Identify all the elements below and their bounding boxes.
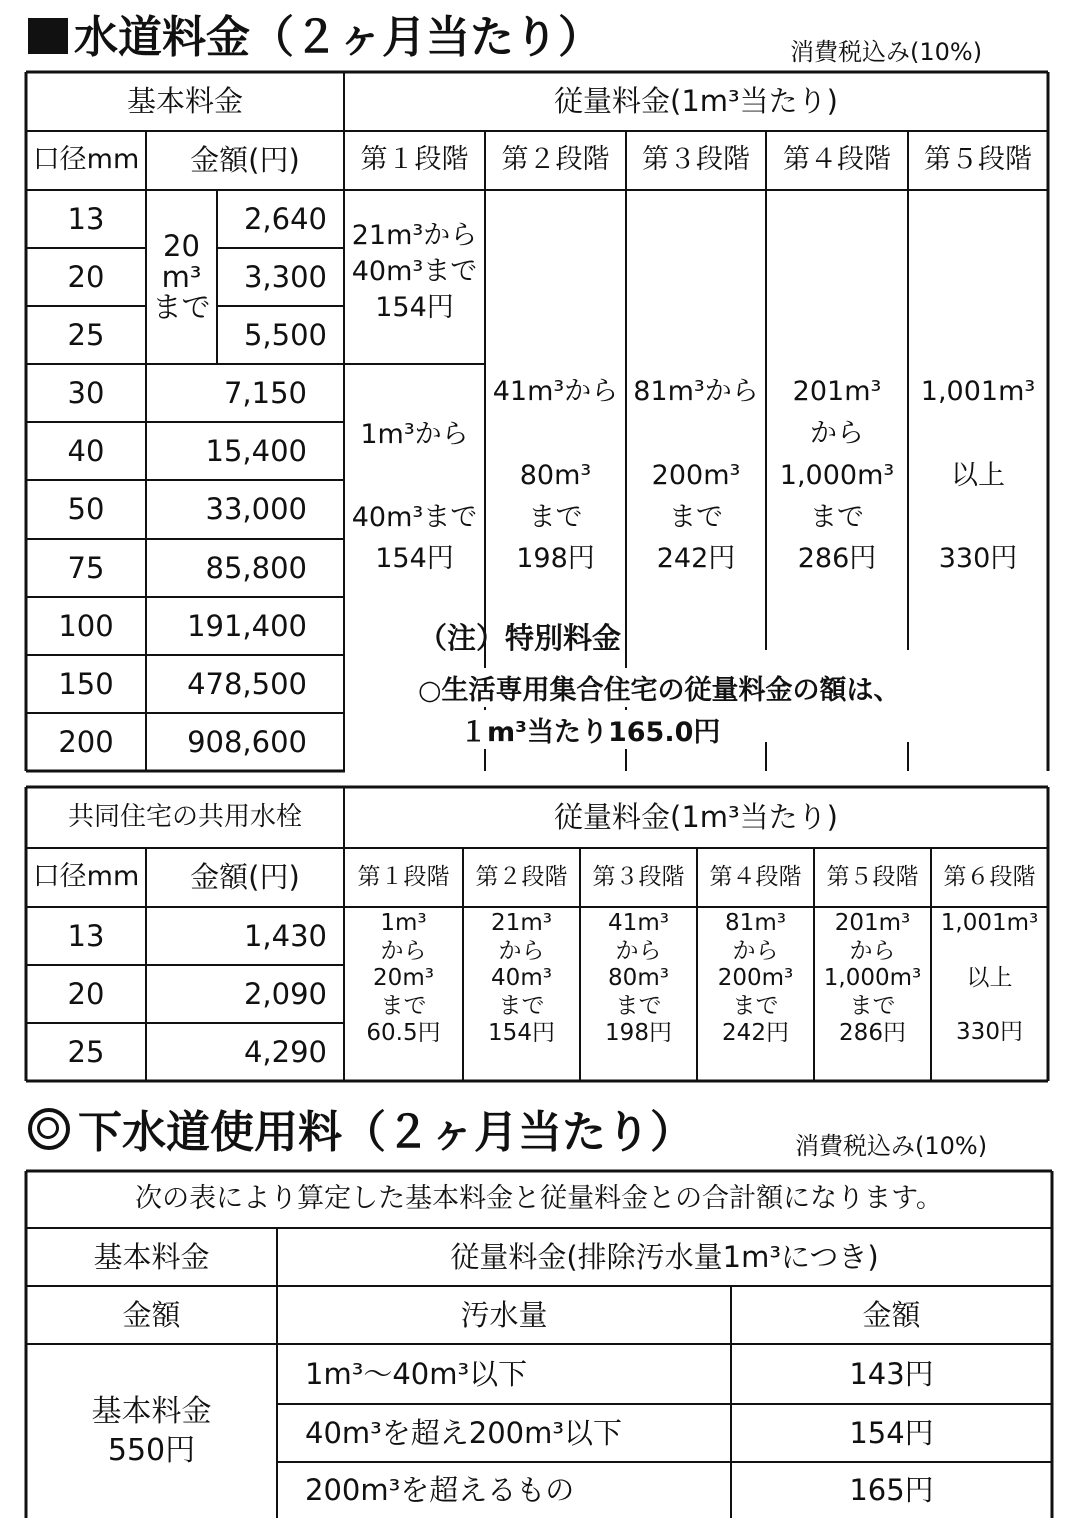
small-diameter-limit: 20 m³ まで	[152, 229, 211, 325]
sewer-price-3: 165円	[849, 1472, 934, 1507]
stage-5-price: 330円	[938, 542, 1018, 574]
sewer-basic-header: 基本料金	[93, 1239, 210, 1274]
diameter-13: 13	[67, 201, 105, 236]
shared-faucet-header: 共同住宅の共用水栓	[67, 801, 302, 832]
amount-25: 5,500	[243, 317, 327, 352]
diameter-100: 100	[58, 608, 114, 643]
double-circle-icon	[28, 1108, 70, 1150]
shared-amount-25: 4,290	[243, 1034, 327, 1069]
sewer-amount-header: 金額	[122, 1297, 181, 1332]
diameter-150: 150	[58, 666, 114, 701]
amount-150: 478,500	[187, 666, 307, 701]
shared-stage-5-range: 201m³ から 1,000m³ まで 286円	[823, 910, 922, 1047]
shared-stage-3-header: 第３段階	[592, 864, 685, 891]
shared-amount-20: 2,090	[243, 976, 327, 1011]
shared-amount-header: 金額(円)	[190, 860, 300, 895]
stage-4-header: 第４段階	[783, 144, 891, 176]
special-fee-note-line1: ○生活専用集合住宅の従量料金の額は、	[418, 668, 901, 707]
shared-diameter-20: 20	[67, 976, 105, 1011]
stage-2-from: 41m³から	[492, 375, 619, 407]
special-fee-note-line2: １m³当たり165.0円	[460, 710, 720, 749]
stage-4-to-label: まで	[810, 501, 864, 533]
stage-1-header: 第１段階	[360, 144, 469, 176]
stage-3-from: 81m³から	[633, 375, 759, 407]
stage-1-price: 154円	[375, 542, 454, 574]
stage-4-from: 201m³	[792, 375, 882, 407]
amount-13: 2,640	[243, 201, 327, 236]
stage-2-to-label: まで	[528, 501, 583, 533]
stage-5-to: 以上	[951, 459, 1005, 491]
diameter-30: 30	[67, 375, 105, 410]
amount-40: 15,400	[205, 433, 307, 468]
stage-4-to: 1,000m³	[779, 459, 895, 491]
stage-5-from: 1,001m³	[920, 375, 1036, 407]
amount-20: 3,300	[243, 259, 327, 294]
sewer-tax-note: 消費税込み(10%)	[795, 1132, 988, 1160]
shared-stage-4-header: 第４段階	[709, 864, 802, 891]
shared-stage-1-header: 第１段階	[357, 864, 450, 891]
diameter-20: 20	[67, 259, 105, 294]
sewer-volume-2: 40m³を超え200m³以下	[305, 1415, 623, 1450]
sewer-price-2: 154円	[849, 1415, 934, 1450]
sewer-volume-1: 1m³～40m³以下	[305, 1356, 528, 1391]
amount-200: 908,600	[187, 724, 307, 759]
stage-5-header: 第５段階	[924, 144, 1032, 176]
shared-stage-6-range: 1,001m³ 以上 330円	[940, 910, 1039, 1046]
shared-amount-13: 1,430	[243, 918, 327, 953]
sewer-metered-header: 従量料金(排除汚水量1m³につき)	[450, 1239, 879, 1274]
shared-diameter-25: 25	[67, 1034, 105, 1069]
shared-stage-3-range: 41m³ から 80m³ まで 198円	[605, 910, 672, 1047]
shared-stage-2-header: 第２段階	[475, 864, 568, 891]
shared-diameter-header: 口径mm	[32, 861, 140, 893]
special-fee-note-title: （注）特別料金	[418, 621, 622, 655]
stage-3-to-label: まで	[669, 501, 723, 533]
shared-stage-2-range: 21m³ から 40m³ まで 154円	[488, 910, 555, 1047]
stage-2-price: 198円	[516, 542, 595, 574]
shared-stage-4-range: 81m³ から 200m³ まで 242円	[717, 910, 794, 1047]
sewer-intro: 次の表により算定した基本料金と従量料金との合計額になります。	[135, 1183, 943, 1215]
diameter-75: 75	[67, 550, 105, 585]
amount-75: 85,800	[205, 550, 307, 585]
sewer-title: 下水道使用料（２ヶ月当たり）	[28, 1108, 694, 1155]
stage-1-from: 1m³から	[360, 418, 469, 450]
stage-3-header: 第３段階	[642, 144, 750, 176]
diameter-40: 40	[67, 433, 105, 468]
sewer-volume-header: 汚水量	[460, 1297, 548, 1332]
water-tax-note: 消費税込み(10%)	[790, 38, 983, 66]
diameter-header: 口径mm	[32, 144, 140, 176]
stage-3-price: 242円	[656, 542, 736, 574]
shared-stage-5-header: 第５段階	[826, 864, 919, 891]
stage-1-to: 40m³まで	[351, 501, 478, 533]
amount-100: 191,400	[187, 608, 307, 643]
basic-fee-header: 基本料金	[126, 84, 243, 119]
diameter-25: 25	[67, 317, 105, 352]
diameter-50: 50	[67, 492, 105, 527]
sewer-price-1: 143円	[849, 1356, 934, 1391]
amount-30: 7,150	[223, 375, 307, 410]
stage-3-to: 200m³	[651, 459, 741, 491]
stage-4-from-label: から	[810, 417, 864, 449]
sewer-volume-3: 200m³を超えるもの	[305, 1472, 575, 1507]
stage-1-small-diameters: 21m³から 40m³まで 154円	[351, 220, 478, 323]
amount-50: 33,000	[205, 492, 307, 527]
stage-2-to: 80m³	[519, 459, 592, 491]
shared-diameter-13: 13	[67, 918, 105, 953]
shared-stage-6-header: 第６段階	[943, 864, 1036, 891]
sewer-basic-fee: 基本料金 550円	[91, 1394, 212, 1468]
shared-metered-header: 従量料金(1m³当たり)	[554, 800, 838, 835]
metered-fee-header: 従量料金(1m³当たり)	[554, 84, 838, 119]
shared-stage-1-range: 1m³ から 20m³ まで 60.5円	[366, 910, 441, 1047]
water-title: 水道料金（２ヶ月当たり）	[28, 16, 602, 60]
amount-header: 金額(円)	[190, 143, 300, 178]
stage-2-header: 第２段階	[501, 144, 610, 176]
sewer-amount2-header: 金額	[862, 1297, 921, 1332]
diameter-200: 200	[58, 724, 114, 759]
stage-4-price: 286円	[797, 542, 877, 574]
